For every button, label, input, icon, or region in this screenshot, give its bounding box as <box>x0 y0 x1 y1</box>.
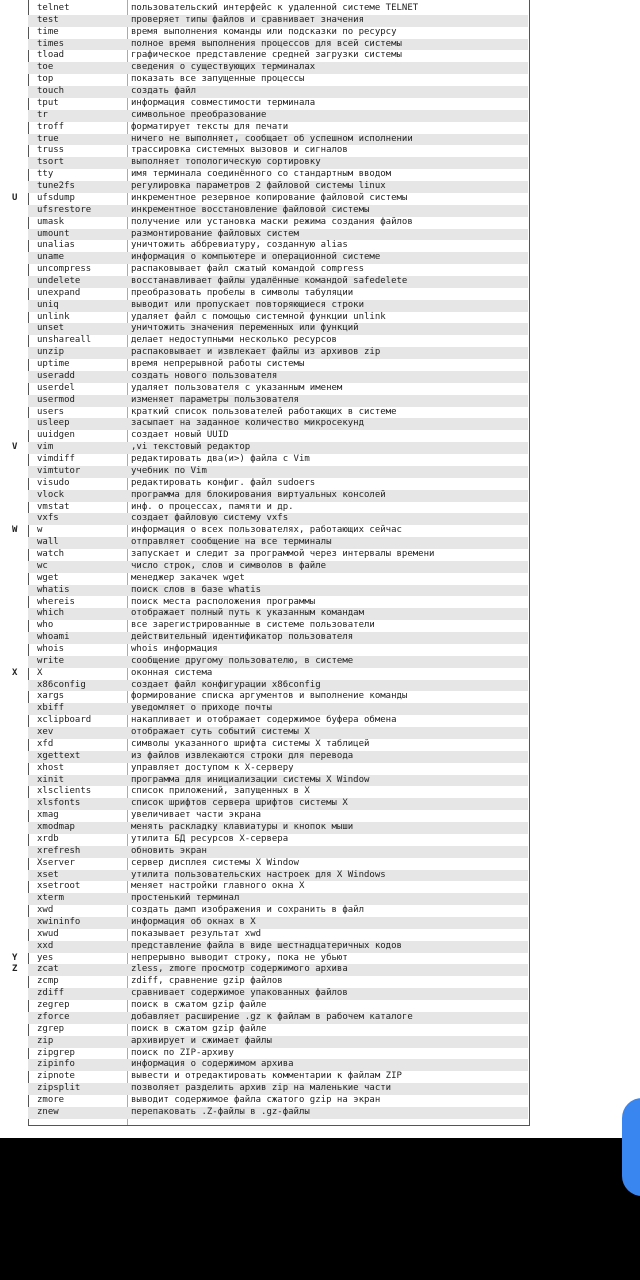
command-description: информация совместимости терминала <box>131 97 316 108</box>
command-description: отправляет сообщение на все терминалы <box>131 537 332 548</box>
command-description: проверяет типы файлов и сравнивает значения <box>131 14 364 25</box>
command-description: уведомляет о приходе почты <box>131 703 272 714</box>
command-name: zipnote <box>37 1071 75 1082</box>
command-name: xwud <box>37 928 59 939</box>
command-description: zless, zmore просмотр содержимого архива <box>131 964 348 975</box>
command-name: tty <box>37 169 54 180</box>
command-name: wall <box>37 537 59 548</box>
command-description: символы указанного шрифта системы X таблицей <box>131 738 370 749</box>
table-row <box>28 347 528 359</box>
command-name: test <box>37 14 59 25</box>
command-description: время непрерывной работы системы <box>131 359 305 370</box>
command-name: telnet <box>37 3 70 13</box>
table-row <box>28 39 528 51</box>
command-name: vlock <box>37 489 65 500</box>
command-description: список приложений, запущенных в X <box>131 786 310 797</box>
command-name: xgettext <box>37 750 81 761</box>
table-row <box>28 371 528 383</box>
command-name: uncompress <box>37 264 92 275</box>
command-description: краткий список пользователей работающих в системе <box>131 406 397 417</box>
command-name: unalias <box>37 240 75 251</box>
command-description: делает недоступными несколько ресурсов <box>131 335 337 346</box>
table-row <box>28 691 528 703</box>
table-row <box>28 62 528 74</box>
command-description: редактировать два(и>) файла с Vim <box>131 454 310 465</box>
command-name: xhost <box>37 762 65 773</box>
command-name: whereis <box>37 596 75 607</box>
table-row <box>28 312 528 324</box>
command-description: сравнивает содержимое упакованных файлов <box>131 988 348 999</box>
command-description: поиск по ZIP-архиву <box>131 1047 234 1058</box>
command-name: xxd <box>37 940 54 951</box>
table-row <box>28 656 528 668</box>
table-row <box>28 407 528 419</box>
command-description: zdiff, сравнение gzip файлов <box>131 976 283 987</box>
table-row <box>28 668 528 680</box>
table-row <box>28 240 528 252</box>
command-description: показывает результат xwd <box>131 928 262 939</box>
command-name: unshareall <box>37 335 92 346</box>
command-name: unset <box>37 323 65 334</box>
command-name: unzip <box>37 347 65 358</box>
command-description: информация о компьютере и операционной системе <box>131 252 381 263</box>
command-description: изменяет параметры пользователя <box>131 394 299 405</box>
command-description: инкрементное восстановление файловой системы <box>131 204 370 215</box>
table-row <box>28 941 528 953</box>
table-row <box>28 454 528 466</box>
table-row <box>28 1095 528 1107</box>
command-description: учебник по Vim <box>131 465 207 476</box>
command-description: список шрифтов сервера шрифтов системы X <box>131 798 348 809</box>
command-name: uname <box>37 252 65 263</box>
command-name: zdiff <box>37 988 65 999</box>
table-row <box>28 976 528 988</box>
table-row <box>28 1071 528 1083</box>
table-row <box>28 169 528 181</box>
command-name: xrefresh <box>37 845 81 856</box>
command-name: xterm <box>37 893 65 904</box>
command-name: X <box>37 667 43 678</box>
command-name: true <box>37 133 59 144</box>
floating-action-button[interactable] <box>622 1098 640 1196</box>
table-row <box>28 442 528 454</box>
table-row <box>28 751 528 763</box>
table-row <box>28 703 528 715</box>
table-row <box>28 3 528 15</box>
command-description: оконная система <box>131 667 213 678</box>
command-name: usermod <box>37 394 75 405</box>
table-row <box>28 466 528 478</box>
command-name: xargs <box>37 691 65 702</box>
command-name: ufsrestore <box>37 204 92 215</box>
table-row <box>28 597 528 609</box>
table-row <box>28 50 528 62</box>
command-name: zforce <box>37 1011 70 1022</box>
table-row <box>28 359 528 371</box>
command-name: xwd <box>37 905 54 916</box>
table-row <box>28 1000 528 1012</box>
command-description: удаляет файл с помощью системной функции unlink <box>131 311 386 322</box>
table-row <box>28 1107 528 1119</box>
table-row <box>28 893 528 905</box>
table-row <box>28 323 528 335</box>
table-row <box>28 561 528 573</box>
command-name: znew <box>37 1106 59 1117</box>
table-row <box>28 786 528 798</box>
table-row <box>28 98 528 110</box>
table-row <box>28 15 528 27</box>
table-row <box>28 1012 528 1024</box>
letter-index-column <box>0 0 28 1125</box>
table-row <box>28 110 528 122</box>
table-row <box>28 585 528 597</box>
command-description: программа для блокирования виртуальных консолей <box>131 489 386 500</box>
command-description: пользовательский интерфейс к удаленной системе TELNET <box>131 3 419 13</box>
section-letter: Y <box>12 952 18 963</box>
table-row <box>28 27 528 39</box>
table-row <box>28 430 528 442</box>
command-name: toe <box>37 62 54 73</box>
command-name: uniq <box>37 299 59 310</box>
command-name: xset <box>37 869 59 880</box>
command-name: tput <box>37 97 59 108</box>
table-row <box>28 775 528 787</box>
table-row <box>28 1036 528 1048</box>
command-name: umask <box>37 216 65 227</box>
table-row <box>28 620 528 632</box>
table-row <box>28 300 528 312</box>
command-description: символьное преобразование <box>131 109 267 120</box>
command-description: сервер дисплея системы X Window <box>131 857 299 868</box>
table-row <box>28 383 528 395</box>
command-name: users <box>37 406 65 417</box>
section-letter: U <box>12 192 18 203</box>
command-name: xmodmap <box>37 822 75 833</box>
command-description: регулировка параметров 2 файловой системы linux <box>131 181 386 192</box>
table-row <box>28 86 528 98</box>
table-row <box>28 193 528 205</box>
command-description: все зарегистрированные в системе пользователи <box>131 620 375 631</box>
command-description: создать файл <box>131 86 197 97</box>
command-description: запускает и следит за программой через интервалы времени <box>131 549 435 560</box>
command-description: программа для инициализации системы X Window <box>131 774 370 785</box>
table-row <box>28 537 528 549</box>
table-row <box>28 157 528 169</box>
command-name: zmore <box>37 1095 65 1106</box>
section-letter: V <box>12 442 18 453</box>
command-name: zipsplit <box>37 1083 81 1094</box>
command-name: vxfs <box>37 513 59 524</box>
command-description: выполняет топологическую сортировку <box>131 157 321 168</box>
command-name: xlsfonts <box>37 798 81 809</box>
command-description: менеджер закачек wget <box>131 572 245 583</box>
table-row <box>28 1083 528 1095</box>
table-row <box>28 229 528 241</box>
command-name: ufsdump <box>37 192 75 203</box>
command-name: zegrep <box>37 1000 70 1011</box>
command-name: touch <box>37 86 65 97</box>
command-name: xinit <box>37 774 65 785</box>
command-name: usleep <box>37 418 70 429</box>
command-description: время выполнения команды или подсказки по ресурсу <box>131 26 397 37</box>
command-name: uuidgen <box>37 430 75 441</box>
table-row <box>28 502 528 514</box>
command-name: xev <box>37 727 54 738</box>
command-name: xwininfo <box>37 916 81 927</box>
command-name: zcmp <box>37 976 59 987</box>
command-description: позволяет разделить архив zip на маленькие части <box>131 1083 392 1094</box>
table-row <box>28 74 528 86</box>
command-description: показать все запущенные процессы <box>131 74 305 85</box>
command-description: накапливает и отображает содержимое буфера обмена <box>131 715 397 726</box>
command-name: write <box>37 655 65 666</box>
command-name: vim <box>37 442 54 453</box>
command-description: выводит или пропускает повторяющиеся строки <box>131 299 364 310</box>
table-row <box>28 739 528 751</box>
command-description: перепаковать .Z-файлы в .gz-файлы <box>131 1106 310 1117</box>
command-name: unexpand <box>37 287 81 298</box>
command-name: undelete <box>37 276 81 286</box>
table-row <box>28 810 528 822</box>
command-name: yes <box>37 952 54 963</box>
table-row <box>28 929 528 941</box>
command-description: формирование списка аргументов и выполнение команды <box>131 691 408 702</box>
table-row <box>28 252 528 264</box>
table-row <box>28 964 528 976</box>
section-letter: W <box>12 525 18 536</box>
command-description: трассировка системных вызовов и сигналов <box>131 145 348 156</box>
command-description: распаковывает файл сжатый командой compress <box>131 264 364 275</box>
table-row <box>28 917 528 929</box>
command-name: wget <box>37 572 59 583</box>
command-name: troff <box>37 121 65 132</box>
command-description: утилита пользовательских настроек для X Windows <box>131 869 386 880</box>
command-description: меняет настройки главного окна X <box>131 881 305 892</box>
command-name: userdel <box>37 382 75 393</box>
table-row <box>28 608 528 620</box>
command-description: полное время выполнения процессов для всей системы <box>131 38 402 49</box>
table-row <box>28 145 528 157</box>
command-name: visudo <box>37 477 70 488</box>
command-name: whois <box>37 643 65 654</box>
table-row <box>28 525 528 537</box>
command-name: zipgrep <box>37 1047 75 1058</box>
command-description: поиск в сжатом gzip файле <box>131 1023 267 1034</box>
command-description: уничтожить аббревиатуру, созданную alias <box>131 240 348 251</box>
command-name: xclipboard <box>37 715 92 726</box>
command-name: uptime <box>37 359 70 370</box>
table-row <box>28 573 528 585</box>
table-row <box>28 181 528 193</box>
command-description: получение или установка маски режима создания файлов <box>131 216 413 227</box>
table-row <box>28 134 528 146</box>
command-description: инф. о процессах, памяти и др. <box>131 501 294 512</box>
command-description: засыпает на заданное количество микросекунд <box>131 418 364 429</box>
table-row <box>28 763 528 775</box>
table-row <box>28 727 528 739</box>
table-row <box>28 680 528 692</box>
table-row <box>28 905 528 917</box>
command-name: vimdiff <box>37 454 75 465</box>
command-name: vmstat <box>37 501 70 512</box>
command-name: wc <box>37 560 48 571</box>
table-row <box>28 395 528 407</box>
command-name: watch <box>37 549 65 560</box>
command-name: Xserver <box>37 857 75 868</box>
table-row <box>28 205 528 217</box>
table-row <box>28 858 528 870</box>
command-name: useradd <box>37 370 75 381</box>
command-name: top <box>37 74 54 85</box>
command-description: поиск в сжатом gzip файле <box>131 1000 267 1011</box>
command-name: tr <box>37 109 48 120</box>
command-description: графическое представление средней загрузки системы <box>131 50 402 61</box>
command-description: простенький терминал <box>131 893 240 904</box>
command-name: x86config <box>37 679 86 690</box>
command-name: xmag <box>37 810 59 821</box>
command-description: представление файла в виде шестнадцатеричных кодов <box>131 940 402 951</box>
table-row <box>28 513 528 525</box>
command-description: редактировать конфиг. файл sudoers <box>131 477 316 488</box>
command-name: xlsclients <box>37 786 92 797</box>
command-description: создает файл конфигурации x86config <box>131 679 321 690</box>
command-name: umount <box>37 228 70 239</box>
table-row <box>28 478 528 490</box>
command-description: отображает полный путь к указанным командам <box>131 608 364 619</box>
command-description: распаковывает и извлекает файлы из архивов zip <box>131 347 381 358</box>
table-row <box>28 1059 528 1071</box>
command-description: создает новый UUID <box>131 430 229 441</box>
command-description: поиск слов в базе whatis <box>131 584 262 595</box>
command-name: truss <box>37 145 65 156</box>
table-row <box>28 988 528 1000</box>
command-description: whois информация <box>131 643 218 654</box>
command-description: инкрементное резервное копирование файловой системы <box>131 192 408 203</box>
command-description: непрерывно выводит строку, пока не убьют <box>131 952 348 963</box>
command-name: xrdb <box>37 833 59 844</box>
command-description: поиск места расположения программы <box>131 596 316 607</box>
section-letter: X <box>12 667 18 678</box>
command-description: создать дамп изображения и сохранить в файл <box>131 905 364 916</box>
command-name: times <box>37 38 65 49</box>
section-letter: Z <box>12 964 18 975</box>
command-description: ,vi текстовый редактор <box>131 442 251 453</box>
table-row <box>28 1024 528 1036</box>
command-description: увеличивает части экрана <box>131 810 262 821</box>
table-row <box>28 953 528 965</box>
command-name: whoami <box>37 632 70 643</box>
command-name: zcat <box>37 964 59 975</box>
command-name: tload <box>37 50 65 61</box>
command-description: вывести и отредактировать комментарии к файлам ZIP <box>131 1071 402 1082</box>
command-name: unlink <box>37 311 70 322</box>
table-row <box>28 632 528 644</box>
command-name: which <box>37 608 65 619</box>
command-description: отображает суть событий системы X <box>131 727 310 738</box>
command-description: форматирует тексты для печати <box>131 121 289 132</box>
command-description: удаляет пользователя с указанным именем <box>131 382 343 393</box>
table-row <box>28 335 528 347</box>
command-description: из файлов извлекаются строки для перевода <box>131 750 354 761</box>
table-row <box>28 288 528 300</box>
command-description: уничтожить значения переменных или функций <box>131 323 359 334</box>
table-row <box>28 644 528 656</box>
command-name: tsort <box>37 157 65 168</box>
command-description: информация об окнах в X <box>131 916 256 927</box>
table-row <box>28 846 528 858</box>
command-description: сведения о существующих терминалах <box>131 62 316 73</box>
table-row <box>28 549 528 561</box>
command-description: создать нового пользователя <box>131 370 278 381</box>
table-row <box>28 881 528 893</box>
table-row <box>28 276 528 288</box>
command-description: сообщение другому пользователю, в системе <box>131 655 354 666</box>
command-description: размонтирование файловых систем <box>131 228 299 239</box>
table-row <box>28 834 528 846</box>
command-description: имя терминала соединённого со стандартным вводом <box>131 169 392 180</box>
command-description: число строк, слов и символов в файле <box>131 560 327 571</box>
command-description: утилита БД ресурсов X-сервера <box>131 833 289 844</box>
command-name: time <box>37 26 59 37</box>
command-description: управляет доступом к X-серверу <box>131 762 294 773</box>
table-row <box>28 418 528 430</box>
command-name: whatis <box>37 584 70 595</box>
command-name: vimtutor <box>37 465 81 476</box>
command-description: создает файловую систему vxfs <box>131 513 289 524</box>
command-name: zip <box>37 1035 54 1046</box>
table-row <box>28 122 528 134</box>
command-name: zgrep <box>37 1023 65 1034</box>
command-name: zipinfo <box>37 1059 75 1070</box>
table-row <box>28 217 528 229</box>
command-name: who <box>37 620 54 631</box>
command-name: xsetroot <box>37 881 81 892</box>
command-description: действительный идентификатор пользователя <box>131 632 354 643</box>
table-row <box>28 490 528 502</box>
table-row <box>28 715 528 727</box>
table-row <box>28 822 528 834</box>
command-description: информация о всех пользователях, работающих сейчас <box>131 525 402 536</box>
command-description: ничего не выполняет, сообщает об успешном исполнении <box>131 133 413 144</box>
command-description: выводит содержимое файла сжатого gzip на экран <box>131 1095 381 1106</box>
command-name: xbiff <box>37 703 65 714</box>
table-row <box>28 1048 528 1060</box>
command-description: менять раскладку клавиатуры и кнопок мыши <box>131 822 354 833</box>
table-row <box>28 264 528 276</box>
command-description: информация о содержимом архива <box>131 1059 294 1070</box>
command-description: восстанавливает файлы удалённые командой safedelete <box>131 276 408 286</box>
command-name: xfd <box>37 738 54 749</box>
command-description: архивирует и сжимает файлы <box>131 1035 272 1046</box>
command-name: tune2fs <box>37 181 75 192</box>
command-description: добавляет расширение .gz к файлам в рабочем каталоге <box>131 1011 413 1022</box>
command-description: обновить экран <box>131 845 207 856</box>
command-description: преобразовать пробелы в символы табуляции <box>131 287 354 298</box>
command-name: w <box>37 525 43 536</box>
table-row <box>28 798 528 810</box>
table-row <box>28 870 528 882</box>
